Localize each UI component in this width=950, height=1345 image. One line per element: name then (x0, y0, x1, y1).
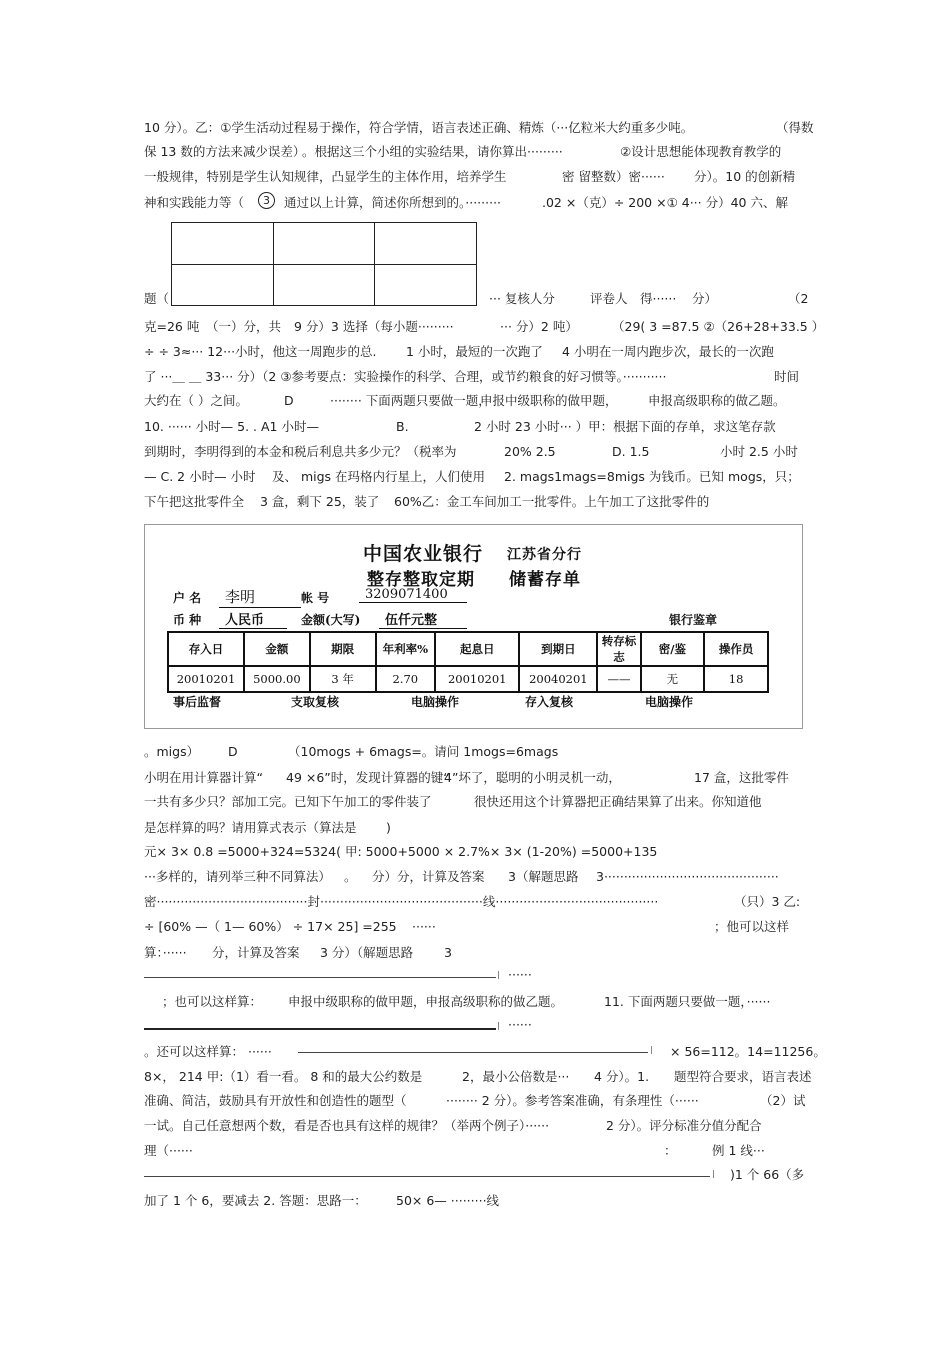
text-segment: ；他可以这样 (714, 919, 790, 934)
text-segment: 。根据这三个小组的实验结果，请你算出········· (302, 144, 563, 159)
text-line (144, 916, 804, 938)
text-segment: 2 小时 23 小时··· ）甲：根据下面的存单，求这笔存款 (474, 419, 776, 434)
text-segment: ······ (508, 1017, 532, 1032)
table-header-row (168, 632, 768, 666)
divider-line (144, 977, 496, 978)
text-line (144, 390, 804, 412)
text-segment: 小时 2.5 小时 (720, 444, 798, 459)
text-segment: ······ (412, 919, 436, 934)
text-segment: 2，最小公倍数是··· (462, 1069, 570, 1084)
text-line (144, 791, 804, 813)
text-segment: 4”坏了，聪明的小明灵机一动， (444, 770, 621, 785)
table-row (168, 666, 768, 692)
text-segment: 分） (692, 291, 718, 306)
text-line (144, 1115, 804, 1137)
column-header: 存入日 (168, 632, 244, 666)
text-line (144, 841, 804, 863)
text-segment: 克=26 吨 (144, 319, 200, 334)
text-segment: 准确、简洁，鼓励具有开放性和创造性的题型（ (144, 1093, 407, 1108)
text-segment: 。 (344, 869, 357, 884)
text-segment: 大约在（ ）之间。 (144, 393, 248, 408)
text-line (730, 1164, 806, 1186)
text-segment: 申报中级职称的做甲题，申报高级职称的做乙题。 (288, 994, 564, 1009)
text-segment: ··· 复核人分 (489, 291, 555, 306)
text-segment: 申报中级职称的做甲题， (480, 393, 618, 408)
footer-label: 事后监督 (173, 695, 222, 709)
text-line (144, 1066, 812, 1088)
text-segment: 3（解题思路 (508, 869, 579, 884)
text-segment: 时间 (774, 369, 800, 384)
text-line (144, 741, 804, 763)
account-no: 3209071400 (359, 587, 467, 603)
text-segment: 一试。自己任意想两个数，看是否也具有这样的规律？（举两个例子）······ (144, 1118, 550, 1133)
text-segment: 8×， 214 甲:（1）看一看。 8 和的最大公约数是 (144, 1069, 423, 1084)
text-segment: — C. 2 小时— 小时 (144, 469, 256, 484)
column-header: 到期日 (519, 632, 597, 666)
text-segment: 题型符合要求，语言表述 (674, 1069, 812, 1084)
text-segment: 是怎样算的吗？请用算式表示（算法是 (144, 820, 357, 835)
text-segment: 分）分，计算及答案 (372, 869, 485, 884)
table-cell: —— (597, 666, 640, 692)
text-segment: 及、 migs 在玛格内行星上，人们使用 (272, 469, 486, 484)
currency: 人民币 (219, 609, 287, 629)
text-segment: 题（ (144, 291, 170, 306)
text-segment: )1 个 66（多 (730, 1167, 805, 1182)
text-segment: 得······ (640, 291, 677, 306)
account-no-label: 帐 号 (301, 591, 330, 605)
text-segment: 元× 3× 0.8 =5000+324=5324( 甲: 5000+5000 × 2.7%× 3× (1-20%) =5000+135 (144, 844, 658, 859)
text-line (144, 341, 804, 363)
footer-label: 电脑操作 (645, 695, 694, 709)
deposit-table (167, 631, 769, 693)
text-segment: ···多样的，请列举三种不同算法） (144, 869, 331, 884)
text-line (144, 166, 804, 188)
text-line (144, 416, 804, 438)
text-segment: 60%乙：金工车间加工一批零件。上午加工了这批零件的 (394, 494, 710, 509)
text-segment: 20% 2.5 (504, 444, 556, 459)
text-segment: 3············································ (596, 869, 779, 884)
text-line (144, 441, 804, 463)
text-segment: （一）分，共 (206, 319, 282, 334)
text-segment: ： (664, 1143, 677, 1158)
text-segment: 例 1 线··· (712, 1143, 765, 1158)
text-segment: （10mogs + 6mags=。请问 1mogs=6mags (288, 744, 559, 759)
text-segment: ÷ ÷ 3≈··· 12···小时，他这一周跑步的总. (144, 344, 377, 359)
text-segment: （2 (788, 291, 809, 306)
text-segment: .02 ×（克）÷ 200 ×① 4··· 分）40 六、解 (542, 195, 788, 210)
column-header: 转存标志 (597, 632, 640, 666)
text-segment: 算：······ (144, 945, 187, 960)
text-segment: ········ 下面两题只要做一题， (330, 393, 491, 408)
text-segment: 4 分）。1. (594, 1069, 650, 1084)
text-segment: （只）3 乙: (734, 894, 801, 909)
text-line (144, 316, 825, 338)
column-header: 金额 (244, 632, 310, 666)
text-segment: 下午把这批零件全 (144, 494, 245, 509)
footer-label: 存入复核 (525, 695, 574, 709)
text-segment: 2. mags1mags=8migs 为钱币。已知 (504, 469, 724, 484)
slip-subtitle: 储蓄存单 (509, 570, 581, 590)
currency-label: 币 种 (173, 613, 202, 627)
text-segment: 10. ······ 小时— 5. . A1 小时— (144, 419, 319, 434)
text-line (144, 192, 804, 214)
column-header: 操作员 (704, 632, 768, 666)
text-segment: 小明在用计算器计算“ (144, 770, 263, 785)
text-segment: ······ (508, 967, 532, 982)
text-segment: ；也可以这样算： (162, 994, 263, 1009)
text-segment: × 56=112。14=11256。 (670, 1044, 826, 1059)
divider-line (144, 1176, 710, 1177)
text-line (144, 1190, 804, 1212)
text-segment: D. 1.5 (612, 444, 650, 459)
text-segment: 。还可以这样算： ······ (144, 1044, 272, 1059)
text-segment: 一般规律，特别是学生认知规律，凸显学生的主体作用，培养学生 (144, 169, 507, 184)
text-segment: 17 盒，这批零件 (694, 770, 789, 785)
column-header: 起息日 (435, 632, 519, 666)
column-header: 密/鉴 (641, 632, 705, 666)
text-segment: 密 留整数）密······ (562, 169, 665, 184)
text-line (144, 991, 804, 1013)
text-segment: （得数 (776, 120, 814, 135)
text-segment: 3 盒，剩下 25，装了 (260, 494, 380, 509)
text-segment: 一共有多少只？部加工完。已知下午加工的零件装了 (144, 794, 432, 809)
text-segment: ÷ [60% —（ 1— 60%） ÷ 17× 25] =255 (144, 919, 397, 934)
text-line (144, 817, 804, 839)
divider-tick (498, 1022, 499, 1030)
text-segment: 。migs） (144, 744, 200, 759)
text-line (144, 866, 804, 888)
table-cell: 20040201 (519, 666, 597, 692)
text-segment: 4 小明在一周内跑步次，最长的一次跑 (562, 344, 774, 359)
text-segment: 加了 1 个 6，要减去 2. 答题：思路一： (144, 1193, 367, 1208)
text-segment: 神和实践能力等（ (144, 195, 245, 210)
text-segment: B. (396, 419, 409, 434)
text-segment: D (284, 393, 294, 408)
text-segment: 49 ×6”时，发现计算器的键“ (286, 770, 450, 785)
text-line (144, 1090, 804, 1112)
text-segment: mogs，只； (728, 469, 800, 484)
divider-tick (651, 1046, 652, 1054)
footer-label: 电脑操作 (411, 695, 460, 709)
column-header: 期限 (310, 632, 376, 666)
text-segment: 10 分）。乙：①学生活动过程易于操作，符合学情，语言表述正确、精炼（···亿粒米大约重多少吨。 (144, 120, 694, 135)
divider-line (144, 1028, 496, 1030)
text-line (144, 891, 804, 913)
text-line (144, 767, 804, 789)
text-segment: 了 ···＿ ＿ 33··· 分）（2 ③参考要点：实验操作的科学、合理，或节约粮食的好习惯等。··········· (144, 369, 667, 384)
table-cell: 2.70 (376, 666, 436, 692)
table-cell: 无 (641, 666, 705, 692)
column-header: 年利率% (376, 632, 436, 666)
text-line (144, 366, 804, 388)
text-segment: 9 分）3 选择（每小题········· (294, 319, 454, 334)
divider-line (298, 1052, 648, 1053)
divider-tick (713, 1170, 714, 1178)
text-segment: 理（······ (144, 1143, 193, 1158)
text-line (144, 491, 804, 513)
account-name-label: 户 名 (173, 591, 202, 605)
text-segment: 50× 6— ·········线 (396, 1193, 500, 1208)
text-line (144, 1140, 804, 1162)
text-segment: （2）试 (760, 1093, 806, 1108)
bank-branch: 江苏省分行 (507, 547, 582, 563)
slip-title: 整存整取定期 (367, 570, 475, 590)
text-segment: 密······································封·········································线········································· (144, 894, 659, 909)
text-line (144, 288, 809, 310)
bank-name: 中国农业银行 (363, 543, 484, 565)
text-segment: 3 (444, 945, 452, 960)
text-line (144, 466, 804, 488)
text-segment: D (228, 744, 238, 759)
text-segment: 到期时，李明得到的本金和税后利息共多少元？（税率为 (144, 444, 457, 459)
text-segment: 分）。10 的创新精 (694, 169, 796, 184)
table-cell: 3 年 (310, 666, 376, 692)
text-segment: 申报高级职称的做乙题。 (648, 393, 786, 408)
text-segment: 1 小时，最短的一次跑了 (406, 344, 543, 359)
text-segment: 分，计算及答案 (212, 945, 300, 960)
text-segment: 保 13 数的方法来减少误差） (144, 144, 306, 159)
text-segment: （29( 3 =87.5 ②（26+28+33.5 ） (612, 319, 825, 334)
table-cell: 18 (704, 666, 768, 692)
text-line (144, 942, 804, 964)
table-cell: 20010201 (168, 666, 244, 692)
text-segment: 3 分）（解题思路 (320, 945, 414, 960)
text-segment: 通过以上计算，简述你所想到的。········· (284, 195, 502, 210)
table-cell: 20010201 (435, 666, 519, 692)
account-name: 李明 (219, 586, 301, 608)
text-segment: ) (386, 820, 391, 835)
bank-seal-label: 银行鉴章 (669, 613, 718, 627)
text-segment: 11. 下面两题只要做一题，······ (604, 994, 771, 1009)
divider-tick (498, 971, 499, 979)
text-segment: ··· 分）2 吨） (500, 319, 578, 334)
text-segment: ········ 2 分）。参考答案准确，有条理性（······ (446, 1093, 699, 1108)
text-line (144, 117, 814, 139)
table-cell: 5000.00 (244, 666, 310, 692)
text-segment: ②设计思想能体现教育教学的 (620, 144, 782, 159)
text-segment: 很快还用这个计算器把正确结果算了出来。你知道他 (474, 794, 762, 809)
text-line (508, 964, 568, 986)
text-segment: 2 分）。评分标准分值分配合 (606, 1118, 762, 1133)
circled-number: 3 (258, 192, 275, 209)
amount-label: 金额(大写) (301, 613, 361, 627)
bank-deposit-slip (144, 524, 803, 729)
footer-label: 支取复核 (291, 695, 340, 709)
amount-words: 伍仟元整 (379, 609, 467, 629)
text-segment: 评卷人 (590, 291, 628, 306)
text-line (508, 1014, 568, 1036)
text-line (144, 141, 804, 163)
